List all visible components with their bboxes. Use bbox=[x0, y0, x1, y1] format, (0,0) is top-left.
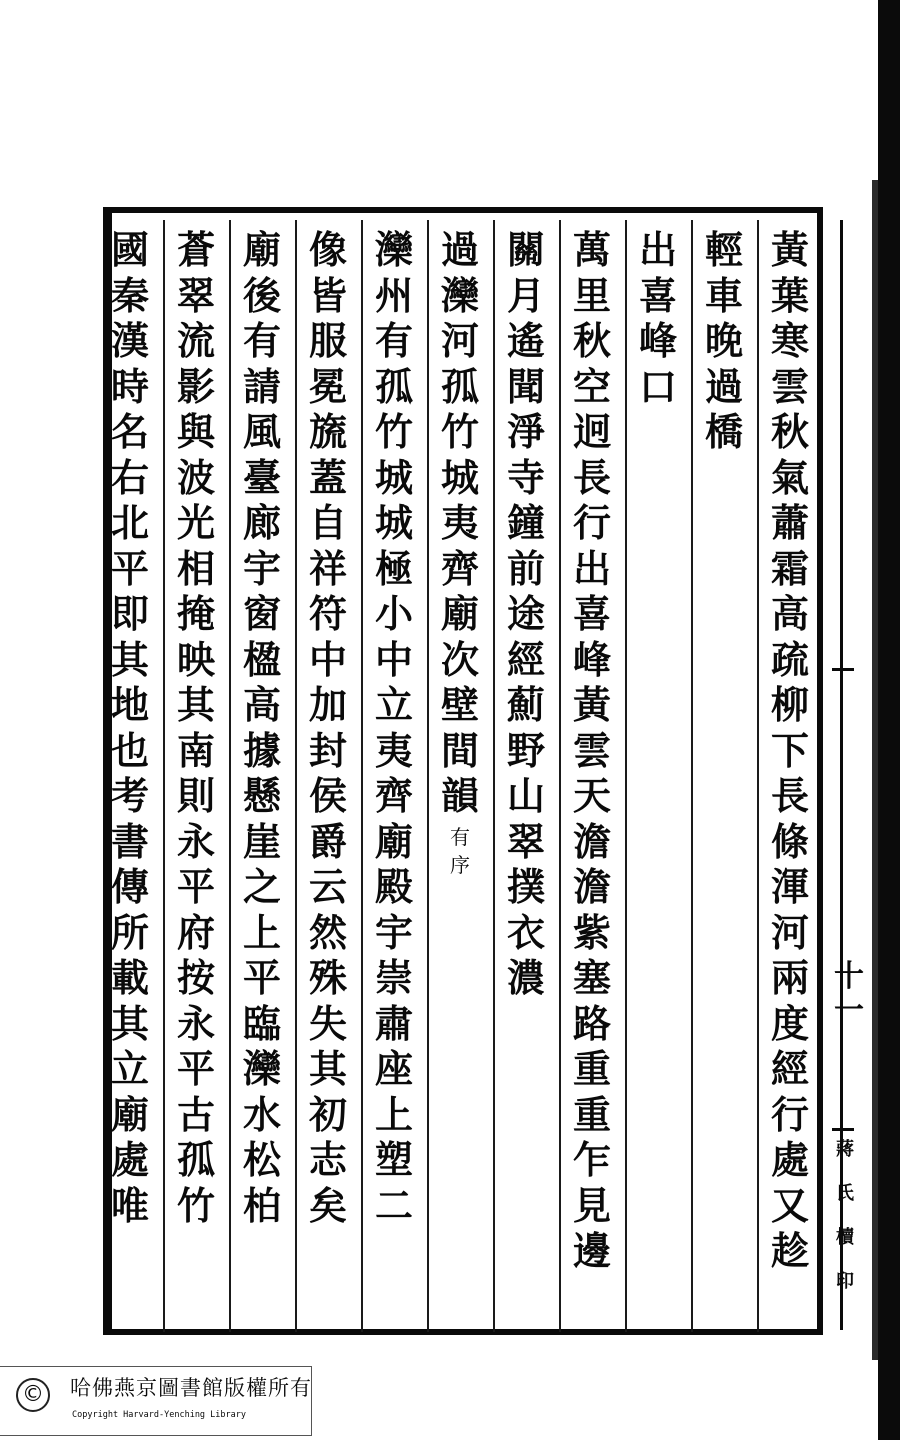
text-column-8 bbox=[296, 227, 360, 1327]
binding-edge bbox=[878, 0, 900, 1440]
collector-seal: 蔣 氏 櫝 印 bbox=[836, 1139, 854, 1292]
text-column-2 bbox=[692, 227, 756, 1327]
column-note: 有 序 bbox=[450, 824, 470, 877]
column-text: 出 喜 峰 口 bbox=[638, 227, 677, 409]
column-text: 像 皆 服 冕 旒 蓋 自 祥 符 中 加 封 侯 爵 云 然 殊 失 其 初 志 矣 bbox=[308, 227, 347, 1228]
column-text: 關 月 遙 聞 淨 寺 鐘 前 途 經 薊 野 山 翠 撲 衣 濃 bbox=[506, 227, 545, 1000]
column-text: 國 秦 漢 時 名 右 北 平 即 其 地 也 考 書 傳 所 載 其 立 廟 處 唯 bbox=[110, 227, 149, 1228]
column-text: 灤 州 有 孤 竹 城 城 極 小 中 立 夷 齊 廟 殿 宇 崇 肅 座 上 塑 二 bbox=[374, 227, 413, 1228]
column-text: 萬 里 秋 空 迥 長 行 出 喜 峰 黃 雲 天 澹 澹 紫 塞 路 重 重 乍 見 邊 bbox=[572, 227, 611, 1273]
binding-edge-shadow bbox=[872, 180, 878, 1360]
copyright-english: Copyright Harvard-Yenching Library bbox=[72, 1410, 246, 1420]
fold-mark-upper bbox=[832, 668, 854, 671]
text-column-4 bbox=[560, 227, 624, 1327]
fold-number: 十 一 bbox=[834, 959, 864, 1028]
text-column-10 bbox=[164, 227, 228, 1327]
text-column-6 bbox=[428, 227, 492, 1327]
text-column-7 bbox=[362, 227, 426, 1327]
text-column-3 bbox=[626, 227, 690, 1327]
copyright-chinese: 哈佛燕京圖書館版權所有 bbox=[70, 1376, 312, 1400]
column-text: 黃 葉 寒 雲 秋 氣 蕭 霜 高 疏 柳 下 長 條 渾 河 兩 度 經 行 處 又 趁 bbox=[770, 227, 809, 1273]
column-text: 蒼 翠 流 影 與 波 光 相 掩 映 其 南 則 永 平 府 按 永 平 古 孤 竹 bbox=[176, 227, 215, 1228]
copyright-symbol: © bbox=[16, 1378, 50, 1412]
column-text: 過 灤 河 孤 竹 城 夷 齊 廟 次 壁 間 韻 bbox=[440, 227, 479, 818]
column-text: 廟 後 有 請 風 臺 廊 宇 窗 楹 高 據 懸 崖 之 上 平 臨 灤 水 松 柏 bbox=[242, 227, 281, 1228]
text-column-9 bbox=[230, 227, 294, 1327]
text-column-1 bbox=[758, 227, 822, 1327]
column-text: 輕 車 晚 過 橋 bbox=[704, 227, 743, 454]
text-column-11 bbox=[98, 227, 162, 1327]
text-column-5 bbox=[494, 227, 558, 1327]
